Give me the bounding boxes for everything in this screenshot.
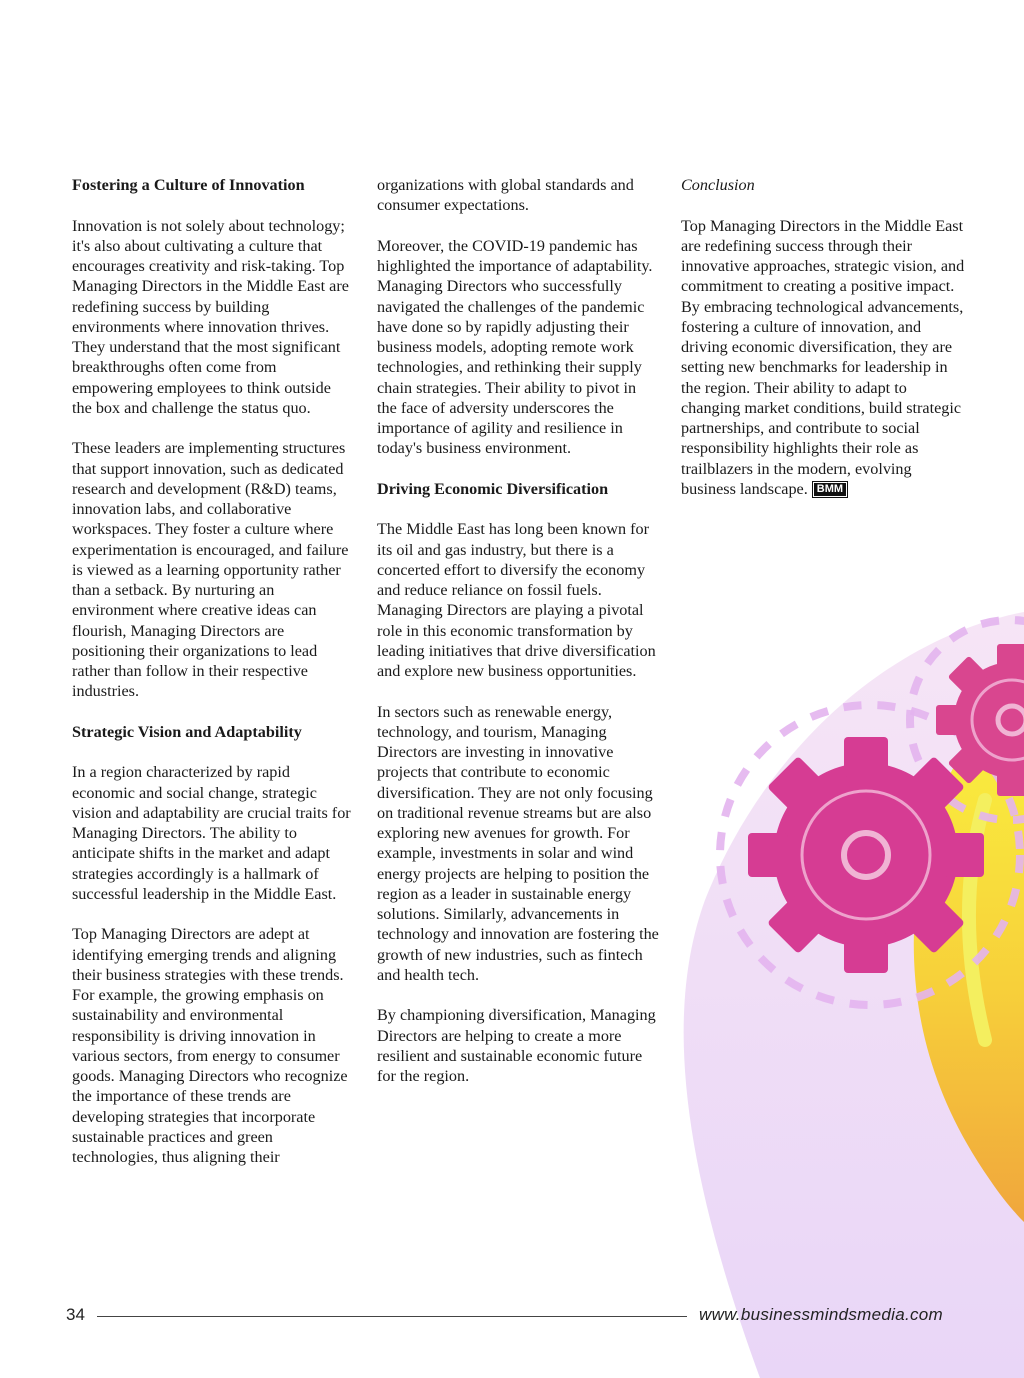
section-heading: Fostering a Culture of Innovation: [72, 176, 305, 194]
footer-url: www.businessmindsmedia.com: [699, 1305, 943, 1324]
paragraph: [681, 216, 966, 500]
paragraph: Moreover, the COVID-19 pandemic has highlighted the importance of adaptability. Managing Directors who successfully navigated the challenges of the pandemic have done so by rapidly adjusting their business models, adopting remote work technologies, and rethinking their supply chain strategies. Their ability to pivot in the face of adversity underscores the importance of agility and resilience in today's business environment.: [377, 236, 653, 458]
gear-icon: [748, 737, 984, 973]
article-column-3: [681, 175, 966, 519]
conclusion-heading: Conclusion: [681, 176, 755, 194]
paragraph: In sectors such as renewable energy, technology, and tourism, Managing Directors are investing in innovative projects that contribute to economic diversification. They are not only focusing on traditional revenue streams but are also exploring new avenues for growth. For example, investments in solar and wind energy projects are helping to position the region as a leader in sustainable energy solutions. Similarly, advancements in technology and innovation are fostering the growth of new industries, such as fintech and health tech.: [377, 702, 659, 984]
paragraph: Top Managing Directors are adept at identifying emerging trends and aligning their business strategies with these trends. For example, the growing emphasis on sustainability and environmental responsibility is driving innovation in various sectors, from energy to consumer goods. Managing Directors who recognize the importance of these trends are developing strategies that incorporate sustainable practices and green technologies, thus aligning their: [72, 925, 348, 1166]
article-column-2: [377, 175, 659, 1107]
page-number: 34: [66, 1305, 85, 1324]
footer-divider: [97, 1316, 687, 1317]
paragraph: By championing diversification, Managing Directors are helping to create a more resilient and sustainable economic future for the region.: [377, 1006, 656, 1085]
paragraph: Innovation is not solely about technology; it's also about cultivating a culture that encourages creativity and risk-taking. Top Managing Directors in the Middle East are redefining success by building environments where innovation thrives. They understand that the most significant breakthroughs often come from empowering employees to think outside the box and challenge the status quo.: [72, 216, 349, 417]
paragraph: In a region characterized by rapid economic and social change, strategic vision and adaptability are crucial traits for Managing Directors. The ability to anticipate shifts in the market and adapt strategies accordingly is a hallmark of successful leadership in the Middle East.: [72, 763, 351, 903]
section-heading: Strategic Vision and Adaptability: [72, 722, 302, 741]
section-heading: Driving Economic Diversification: [377, 479, 609, 498]
paragraph: organizations with global standards and consumer expectations.: [377, 176, 634, 215]
paragraph-text: Top Managing Directors in the Middle East are redefining success through their innovative approaches, strategic vision, and commitment to creating a positive impact. By embracing technological advancements, fostering a culture of innovation, and driving economic diversification, they are setting new benchmarks for leadership in the region. Their ability to adapt to changing market conditions, build strategic partnerships, and contribute to social responsibility highlights their role as trailblazers in the modern, evolving business landscape.: [681, 216, 965, 498]
bmm-end-mark: BMM: [813, 482, 847, 497]
article-column-1: [72, 175, 354, 1188]
paragraph: The Middle East has long been known for its oil and gas industry, but there is a concerted effort to diversify the economy and reduce reliance on fossil fuels. Managing Directors are playing a pivotal role in this economic transformation by leading initiatives that drive diversification and explore new business opportunities.: [377, 520, 656, 680]
paragraph: These leaders are implementing structures that support innovation, such as dedicated research and development (R&D) teams, innovation labs, and collaborative workspaces. They foster a culture where experimentation is encouraged, and failure is viewed as a learning opportunity rather than a setback. By nurturing an environment where creative ideas can flourish, Managing Directors are positioning their organizations to lead rather than follow in their respective industries.: [72, 439, 349, 701]
